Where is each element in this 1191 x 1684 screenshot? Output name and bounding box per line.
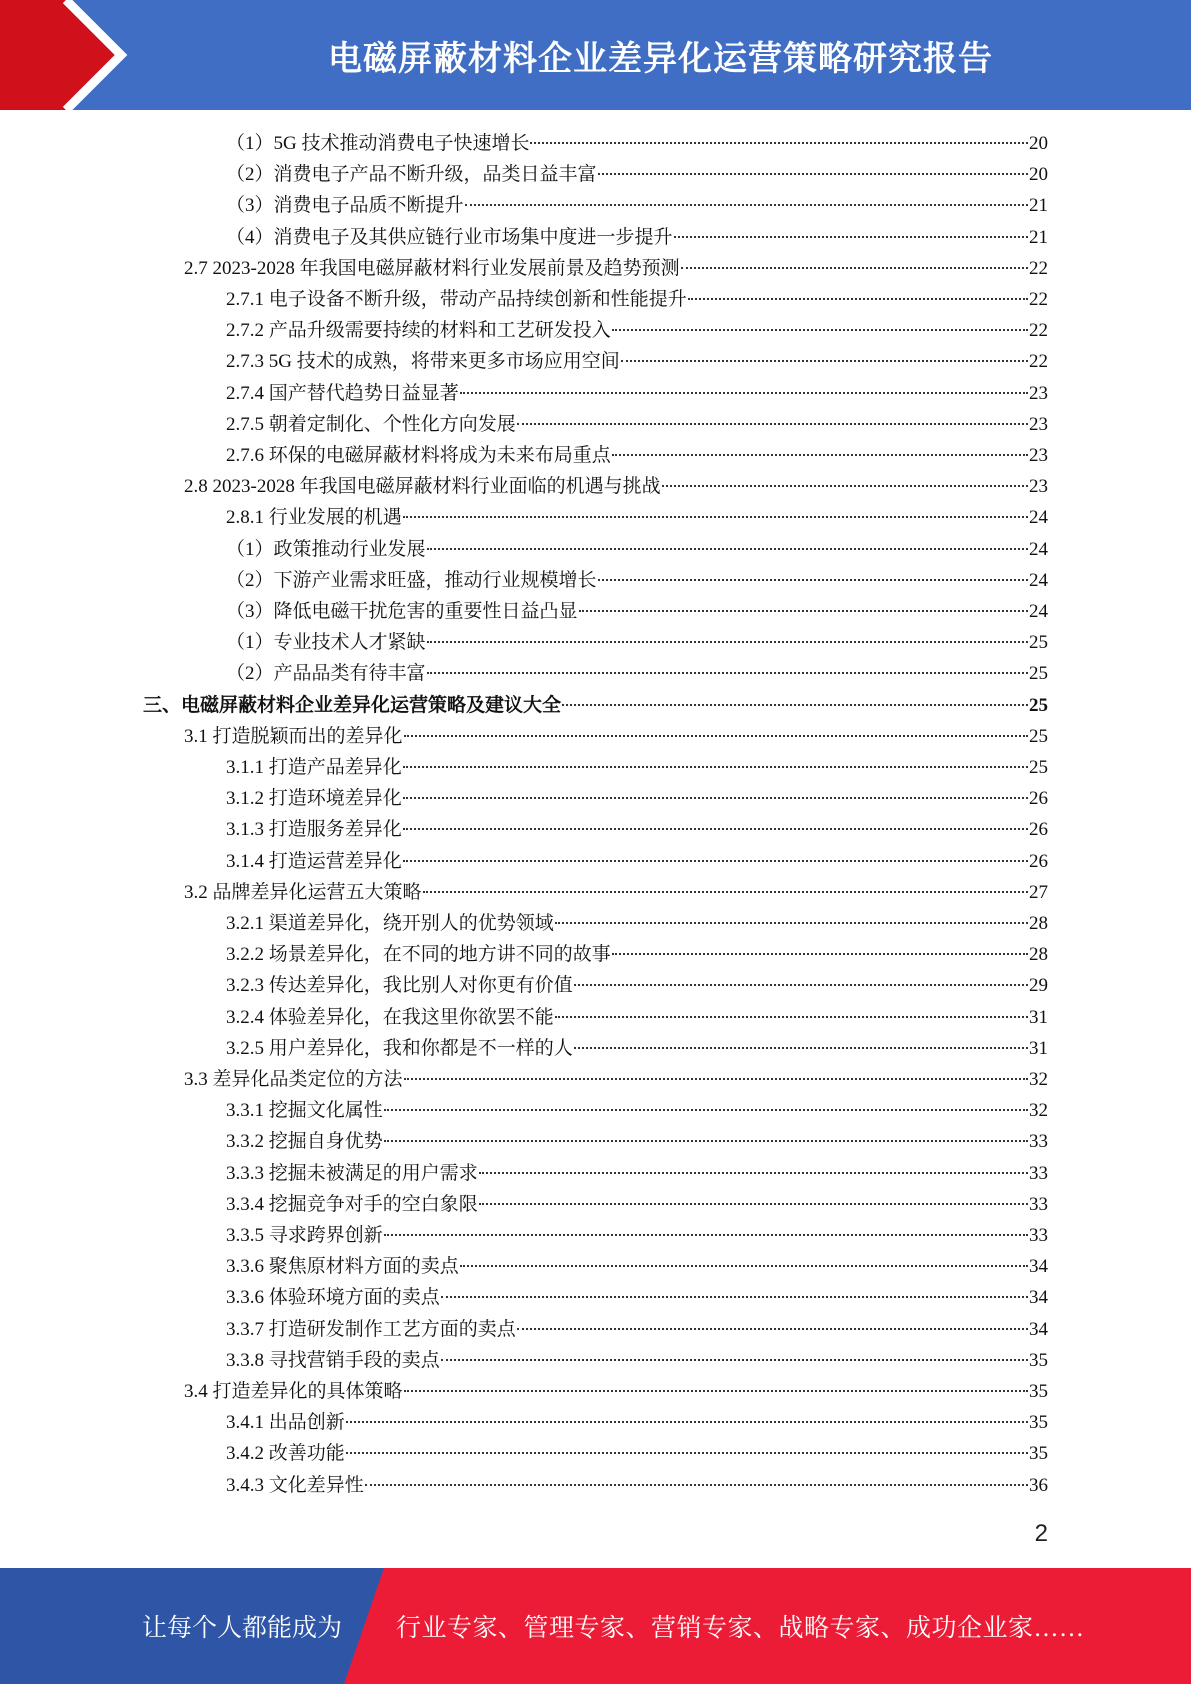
toc-entry-title: 2.7.5 朝着定制化、个性化方向发展 bbox=[226, 413, 516, 435]
toc-entry[interactable] bbox=[226, 1470, 1048, 1501]
toc-entry[interactable] bbox=[226, 970, 1048, 1001]
toc-dot-leader bbox=[423, 891, 1028, 893]
toc-entry-title: （3）消费电子品质不断提升 bbox=[226, 195, 464, 217]
toc-entry[interactable] bbox=[226, 1033, 1048, 1064]
toc-entry-title: 2.8 2023-2028 年我国电磁屏蔽材料行业面临的机遇与挑战 bbox=[184, 476, 661, 498]
toc-entry-title: （1）专业技术人才紧缺 bbox=[226, 632, 426, 654]
toc-entry-title: 3.1.1 打造产品差异化 bbox=[226, 757, 402, 778]
toc-entry[interactable] bbox=[226, 190, 1048, 221]
toc-dot-leader bbox=[662, 485, 1028, 487]
report-title: 电磁屏蔽材料企业差异化运营策略研究报告 bbox=[328, 38, 993, 79]
toc-entry-page: 25 bbox=[1029, 632, 1048, 654]
footer-slogan-left: 让每个人都能成为 bbox=[142, 1615, 343, 1642]
toc-entry-page: 31 bbox=[1029, 1006, 1048, 1028]
header-chevron-icon bbox=[0, 0, 160, 110]
toc-entry-page: 25 bbox=[1029, 757, 1048, 778]
toc-entry[interactable] bbox=[226, 627, 1048, 658]
toc-entry[interactable] bbox=[226, 315, 1048, 346]
toc-dot-leader bbox=[346, 1421, 1028, 1423]
toc-dot-leader bbox=[403, 828, 1028, 830]
toc-entry-page: 22 bbox=[1029, 257, 1048, 279]
toc-entry-page: 22 bbox=[1029, 351, 1048, 373]
toc-dot-leader bbox=[555, 1016, 1028, 1018]
footer-slogan-right: 行业专家、管理专家、营销专家、战略专家、成功企业家…… bbox=[396, 1615, 1085, 1642]
toc-entry-page: 33 bbox=[1029, 1162, 1048, 1184]
toc-entry-page: 36 bbox=[1029, 1474, 1048, 1496]
toc-entry[interactable] bbox=[226, 783, 1048, 814]
toc-entry-title: 3.2.5 用户差异化，我和你都是不一样的人 bbox=[226, 1037, 573, 1059]
toc-entry-title: （3）降低电磁干扰危害的重要性日益凸显 bbox=[226, 601, 578, 622]
toc-entry-page: 23 bbox=[1029, 413, 1048, 435]
toc-entry[interactable] bbox=[226, 908, 1048, 939]
toc-dot-leader bbox=[404, 735, 1028, 737]
toc-entry[interactable] bbox=[184, 721, 1048, 752]
toc-entry-title: （4）消费电子及其供应链行业市场集中度进一步提升 bbox=[226, 226, 673, 248]
toc-entry-page: 33 bbox=[1029, 1131, 1048, 1153]
toc-entry-title: 2.7.4 国产替代趋势日益显著 bbox=[226, 382, 459, 404]
toc-entry-title: （1）5G 技术推动消费电子快速增长 bbox=[226, 133, 530, 154]
page-header bbox=[0, 0, 1191, 110]
toc-entry[interactable] bbox=[226, 1438, 1048, 1469]
toc-dot-leader bbox=[681, 267, 1028, 269]
toc-entry[interactable] bbox=[226, 1251, 1048, 1282]
toc-entry-page: 28 bbox=[1029, 913, 1048, 934]
toc-entry[interactable] bbox=[184, 1064, 1048, 1095]
toc-entry[interactable] bbox=[226, 284, 1048, 315]
toc-dot-leader bbox=[384, 1140, 1028, 1142]
toc-entry-title: 3.4.1 出品创新 bbox=[226, 1412, 345, 1434]
toc-entry[interactable] bbox=[226, 846, 1048, 877]
toc-entry-title: 3.2.1 渠道差异化，绕开别人的优势领域 bbox=[226, 913, 554, 934]
toc-entry-title: 3.3.2 挖掘自身优势 bbox=[226, 1131, 383, 1153]
toc-entry[interactable] bbox=[226, 752, 1048, 783]
toc-dot-leader bbox=[441, 1296, 1028, 1298]
toc-dot-leader bbox=[384, 1234, 1028, 1236]
toc-entry-page: 34 bbox=[1029, 1318, 1048, 1340]
toc-entry[interactable] bbox=[184, 253, 1048, 284]
page-number: 2 bbox=[1034, 1520, 1048, 1547]
toc-entry-title: 3.3 差异化品类定位的方法 bbox=[184, 1069, 403, 1090]
toc-dot-leader bbox=[621, 360, 1028, 362]
toc-dot-leader bbox=[562, 704, 1028, 706]
toc-entry-title: 2.7.3 5G 技术的成熟，将带来更多市场应用空间 bbox=[226, 351, 620, 373]
toc-entry-page: 21 bbox=[1029, 195, 1048, 217]
toc-entry-title: 3.2.2 场景差异化，在不同的地方讲不同的故事 bbox=[226, 944, 611, 966]
toc-entry-title: （2）产品品类有待丰富 bbox=[226, 663, 426, 685]
toc-dot-leader bbox=[598, 173, 1028, 175]
toc-entry[interactable] bbox=[226, 596, 1048, 627]
toc-dot-leader bbox=[427, 641, 1028, 643]
toc-entry[interactable] bbox=[226, 378, 1048, 409]
toc-dot-leader bbox=[612, 454, 1028, 456]
toc-dot-leader bbox=[574, 1047, 1028, 1049]
toc-entry-page: 20 bbox=[1029, 164, 1048, 186]
toc-dot-leader bbox=[674, 236, 1028, 238]
toc-entry-title: （2）下游产业需求旺盛，推动行业规模增长 bbox=[226, 569, 597, 591]
toc-entry-page: 20 bbox=[1029, 133, 1048, 154]
toc-entry-title: 3.2.4 体验差异化，在我这里你欲罢不能 bbox=[226, 1006, 554, 1028]
toc-entry-page: 22 bbox=[1029, 320, 1048, 342]
toc-entry[interactable] bbox=[226, 1314, 1048, 1345]
toc-entry[interactable] bbox=[226, 1407, 1048, 1438]
toc-entry-title: 三、电磁屏蔽材料企业差异化运营策略及建议大全 bbox=[143, 694, 562, 716]
toc-entry-page: 25 bbox=[1029, 694, 1048, 716]
toc-entry-page: 26 bbox=[1029, 850, 1048, 872]
toc-entry-page: 34 bbox=[1029, 1287, 1048, 1309]
toc-entry-page: 24 bbox=[1029, 507, 1048, 529]
toc-entry-page: 32 bbox=[1029, 1100, 1048, 1122]
toc-entry[interactable] bbox=[143, 690, 1048, 721]
toc-entry[interactable] bbox=[226, 534, 1048, 565]
toc-dot-leader bbox=[403, 797, 1028, 799]
toc-entry-title: 3.1.3 打造服务差异化 bbox=[226, 819, 402, 841]
toc-entry[interactable] bbox=[226, 128, 1048, 159]
toc-dot-leader bbox=[404, 1078, 1028, 1080]
toc-dot-leader bbox=[404, 1390, 1028, 1392]
toc-entry-title: 3.3.7 打造研发制作工艺方面的卖点 bbox=[226, 1318, 516, 1340]
toc-entry-title: （2）消费电子产品不断升级，品类日益丰富 bbox=[226, 164, 597, 186]
toc-entry-page: 24 bbox=[1029, 569, 1048, 591]
toc-entry-title: 2.7.6 环保的电磁屏蔽材料将成为未来布局重点 bbox=[226, 445, 611, 466]
toc-entry-title: 3.4.2 改善功能 bbox=[226, 1443, 345, 1465]
toc-dot-leader bbox=[574, 984, 1028, 986]
toc-entry-title: 3.3.8 寻找营销手段的卖点 bbox=[226, 1349, 440, 1371]
toc-entry-title: 3.3.1 挖掘文化属性 bbox=[226, 1100, 383, 1122]
toc-entry-page: 24 bbox=[1029, 538, 1048, 560]
toc-entry-title: 3.3.6 聚焦原材料方面的卖点 bbox=[226, 1256, 459, 1278]
toc-entry[interactable] bbox=[184, 1376, 1048, 1407]
toc-entry[interactable] bbox=[226, 440, 1048, 471]
toc-entry-page: 35 bbox=[1029, 1412, 1048, 1434]
toc-entry[interactable] bbox=[184, 471, 1048, 502]
toc-entry-page: 23 bbox=[1029, 476, 1048, 498]
toc-dot-leader bbox=[579, 610, 1028, 612]
toc-entry-page: 33 bbox=[1029, 1193, 1048, 1215]
toc-dot-leader bbox=[598, 579, 1028, 581]
toc-entry[interactable] bbox=[226, 502, 1048, 533]
toc-entry-page: 29 bbox=[1029, 975, 1048, 997]
toc-entry-page: 21 bbox=[1029, 226, 1048, 248]
toc-entry-page: 33 bbox=[1029, 1225, 1048, 1246]
toc-entry-page: 35 bbox=[1029, 1443, 1048, 1465]
toc-dot-leader bbox=[612, 329, 1028, 331]
toc-entry-title: 3.3.4 挖掘竞争对手的空白象限 bbox=[226, 1193, 478, 1215]
toc-entry-title: 2.8.1 行业发展的机遇 bbox=[226, 507, 402, 529]
toc-entry[interactable] bbox=[226, 1345, 1048, 1376]
toc-entry-title: 3.3.5 寻求跨界创新 bbox=[226, 1225, 383, 1246]
toc-entry-page: 32 bbox=[1029, 1069, 1048, 1090]
toc-dot-leader bbox=[427, 672, 1028, 674]
toc-entry[interactable] bbox=[226, 939, 1048, 970]
toc-dot-leader bbox=[460, 1265, 1028, 1267]
toc-entry[interactable] bbox=[226, 565, 1048, 596]
toc-entry-page: 24 bbox=[1029, 601, 1048, 622]
toc-entry[interactable] bbox=[226, 222, 1048, 253]
toc-dot-leader bbox=[460, 392, 1028, 394]
toc-entry-page: 31 bbox=[1029, 1037, 1048, 1059]
toc-dot-leader bbox=[530, 142, 1028, 144]
toc-entry[interactable] bbox=[226, 346, 1048, 377]
toc-dot-leader bbox=[403, 516, 1028, 518]
toc-entry-title: 3.2 品牌差异化运营五大策略 bbox=[184, 881, 422, 903]
toc-entry-title: 3.4 打造差异化的具体策略 bbox=[184, 1381, 403, 1402]
toc-entry-page: 35 bbox=[1029, 1349, 1048, 1371]
toc-entry[interactable] bbox=[226, 1158, 1048, 1189]
toc-entry[interactable] bbox=[226, 159, 1048, 190]
toc-entry[interactable] bbox=[226, 1126, 1048, 1157]
toc-entry-page: 35 bbox=[1029, 1381, 1048, 1402]
toc-dot-leader bbox=[555, 922, 1028, 924]
toc-entry-title: 3.2.3 传达差异化，我比别人对你更有价值 bbox=[226, 975, 573, 997]
toc-dot-leader bbox=[479, 1172, 1028, 1174]
toc-entry-title: 3.4.3 文化差异性 bbox=[226, 1474, 364, 1496]
toc-dot-leader bbox=[346, 1452, 1028, 1454]
toc-dot-leader bbox=[427, 548, 1028, 550]
toc-entry-title: 3.1 打造脱颖而出的差异化 bbox=[184, 725, 403, 747]
toc-entry-page: 23 bbox=[1029, 445, 1048, 466]
toc-dot-leader bbox=[688, 298, 1028, 300]
toc-entry[interactable] bbox=[226, 1220, 1048, 1251]
toc-entry-title: （1）政策推动行业发展 bbox=[226, 538, 426, 560]
toc-entry-title: 2.7.2 产品升级需要持续的材料和工艺研发投入 bbox=[226, 320, 611, 342]
toc-entry-page: 26 bbox=[1029, 788, 1048, 810]
toc-entry-title: 3.3.6 体验环境方面的卖点 bbox=[226, 1287, 440, 1309]
toc-entry[interactable] bbox=[226, 1002, 1048, 1033]
toc-dot-leader bbox=[465, 204, 1028, 206]
toc-entry-title: 3.3.3 挖掘未被满足的用户需求 bbox=[226, 1162, 478, 1184]
toc-entry-page: 27 bbox=[1029, 881, 1048, 903]
toc-entry-title: 2.7.1 电子设备不断升级，带动产品持续创新和性能提升 bbox=[226, 289, 687, 310]
toc-entry-page: 23 bbox=[1029, 382, 1048, 404]
toc-entry[interactable] bbox=[226, 1095, 1048, 1126]
toc-dot-leader bbox=[517, 423, 1028, 425]
toc-dot-leader bbox=[479, 1203, 1028, 1205]
toc-entry-page: 26 bbox=[1029, 819, 1048, 841]
toc-entry[interactable] bbox=[226, 409, 1048, 440]
toc-entry[interactable] bbox=[226, 1282, 1048, 1313]
toc-dot-leader bbox=[612, 953, 1028, 955]
toc-entry-page: 25 bbox=[1029, 725, 1048, 747]
toc-dot-leader bbox=[517, 1328, 1028, 1330]
toc-entry-title: 3.1.4 打造运营差异化 bbox=[226, 850, 402, 872]
toc-entry-title: 3.1.2 打造环境差异化 bbox=[226, 788, 402, 810]
toc-entry[interactable] bbox=[226, 814, 1048, 845]
toc-entry[interactable] bbox=[226, 658, 1048, 689]
toc-entry-page: 28 bbox=[1029, 944, 1048, 966]
toc-entry-title: 2.7 2023-2028 年我国电磁屏蔽材料行业发展前景及趋势预测 bbox=[184, 257, 680, 279]
toc-entry-page: 22 bbox=[1029, 289, 1048, 310]
toc-dot-leader bbox=[365, 1484, 1028, 1486]
toc-dot-leader bbox=[384, 1109, 1028, 1111]
toc-entry[interactable] bbox=[226, 1189, 1048, 1220]
toc-entry-page: 34 bbox=[1029, 1256, 1048, 1278]
toc-entry-page: 25 bbox=[1029, 663, 1048, 685]
toc-entry[interactable] bbox=[184, 877, 1048, 908]
toc-dot-leader bbox=[441, 1359, 1028, 1361]
toc-dot-leader bbox=[403, 860, 1028, 862]
toc-dot-leader bbox=[403, 766, 1028, 768]
page-footer bbox=[0, 1568, 1191, 1684]
